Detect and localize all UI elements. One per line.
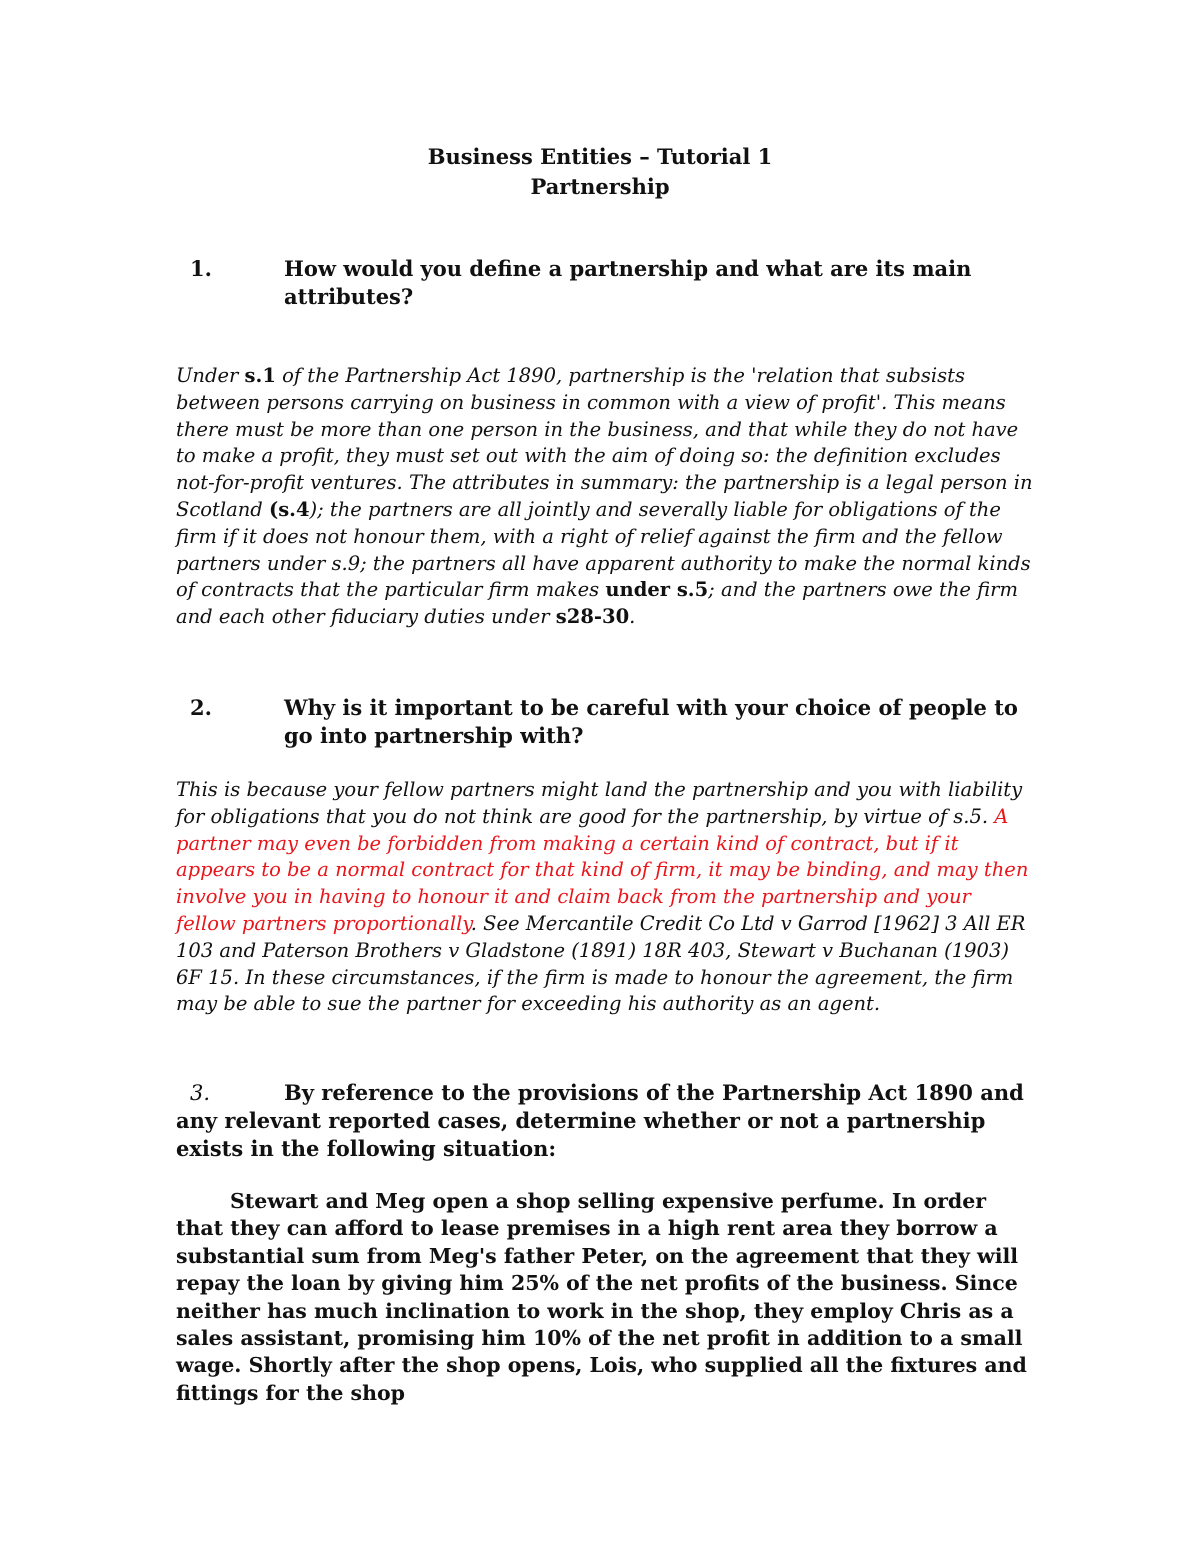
question-1-text: How would you define a partnership and what are its main attributes? <box>284 256 972 309</box>
answer-2 <box>176 777 1036 1018</box>
question-3-scenario: Stewart and Meg open a shop selling expensive perfume. In order that they can afford to lease premises in a high rent area they borrow a substantial sum from Meg's father Peter, on the agreement that they will repay the loan by giving him 25% of the net profits of the business. Since neither has much inclination to work in the shop, they employ Chris as a sales assistant, promising him 10% of the net profit in addition to a small wage. Shortly after the shop opens, Lois, who supplied all the fixtures and fittings for the shop <box>176 1189 1027 1405</box>
answer-2-text-part: This is because your fellow partners might land the partnership and you with liability for obligations that you do not think are good for the partnership, by virtue of s.5. <box>176 778 1023 828</box>
question-1 <box>176 255 1036 311</box>
question-3-number: 3. <box>190 1081 211 1105</box>
document-heading <box>0 142 1200 202</box>
question-3 <box>176 1079 1036 1163</box>
question-1-number: 1. <box>190 256 212 281</box>
answer-1-text-part: ); the partners are all jointly and severally liable for obligations of the firm if it does not honour them, with a right of relief against the firm and the fellow partners under s.9; the partners all have apparent authority to make the normal kinds of contracts that the particular firm makes <box>176 497 1031 602</box>
answer-1-text-part: . <box>629 605 636 629</box>
document-title: Business Entities – Tutorial 1 <box>427 144 773 169</box>
question-2-number: 2. <box>190 695 212 720</box>
answer-2-text-part: . See Mercantile Credit Co Ltd v Garrod [1962] 3 All ER 103 and Paterson Brothers v Gladstone (1891) 18R 403, Stewart v Buchanan (1903) 6F 15. In these circumstances, if the firm is made to honour the agreement, the firm may be able to sue the partner for exceeding his authority as an agent. <box>176 911 1026 1016</box>
answer-1-section-ref: s.1 <box>244 364 276 387</box>
question-3-text <box>176 1079 1036 1163</box>
answer-2-highlighted-text: A partner may even be forbidden from making a certain kind of contract, but if it appears to be a normal contract for that kind of firm, it may be binding, and may then involve you in having to honour it and claim back from the partnership and your fellow partners proportionally <box>176 804 1029 935</box>
question-2-text: Why is it important to be careful with your choice of people to go into partnership with? <box>284 695 1018 748</box>
question-2 <box>176 694 1036 750</box>
answer-1 <box>176 363 1036 631</box>
answer-1-text-part: ; and the partners owe the firm and each other fiduciary duties under <box>176 578 1018 629</box>
answer-1-section-ref: under s.5 <box>605 578 709 602</box>
answer-1-section-ref: (s.4 <box>268 497 310 521</box>
answer-1-section-ref: s28-30 <box>555 605 630 629</box>
question-3-text-content: By reference to the provisions of the Partnership Act 1890 and any relevant reported cases, determine whether or not a partnership exists in the following situation: <box>176 1080 1024 1161</box>
answer-1-text-part: of the Partnership Act 1890, partnership is the 'relation that subsists between persons carrying on business in common with a view of profit'. This means there must be more than one person in the business, and that while they do not have to make a profit, they must set out with the aim of doing so: the definition excludes not-for-profit ventures. The attributes in summary: the partnership is a legal person in Scotland <box>176 364 1033 521</box>
answer-1-text-part: Under <box>176 364 245 387</box>
document-subtitle: Partnership <box>530 174 670 199</box>
